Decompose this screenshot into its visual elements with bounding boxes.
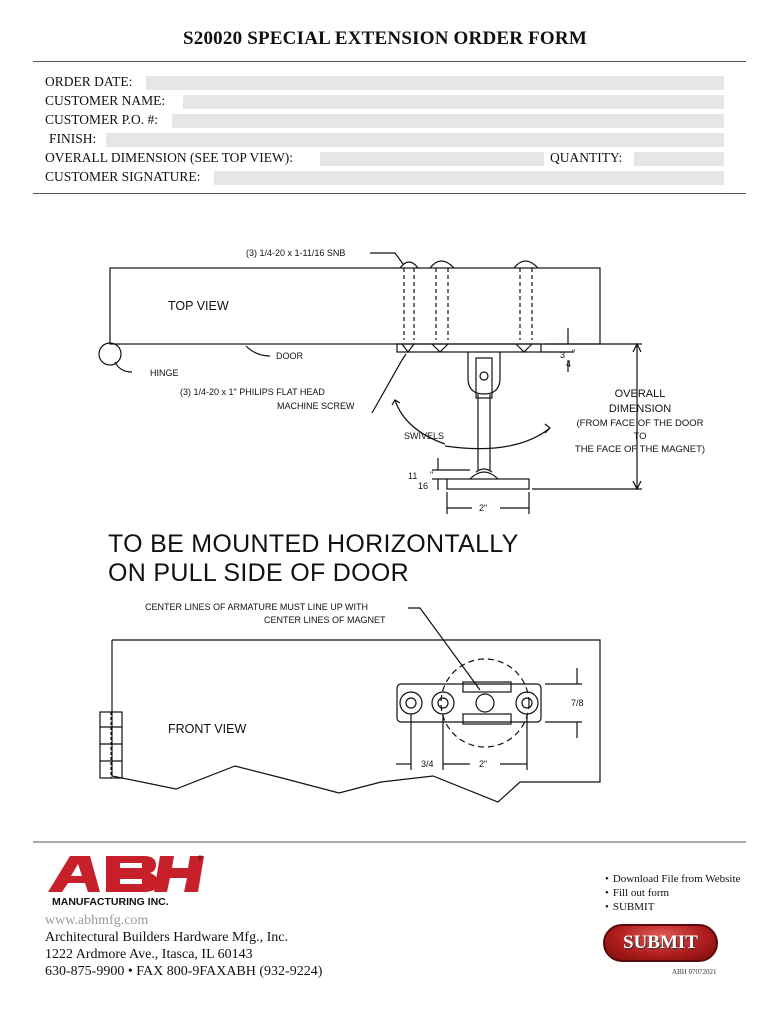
finish-label: FINISH: [49, 131, 97, 146]
screw-callout-1: (3) 1/4-20 x 1" PHILIPS FLAT HEAD [180, 387, 325, 397]
seven-eighths-label: 7/8 [571, 698, 584, 708]
bolt-1 [400, 262, 418, 340]
form-title: S20020 SPECIAL EXTENSION ORDER FORM [183, 28, 587, 49]
swivels-label: SWIVELS [404, 431, 445, 441]
submit-button[interactable]: SUBMIT [603, 924, 718, 962]
contact-info [45, 912, 322, 980]
hinge-circle [99, 343, 121, 365]
customer-name-label: CUSTOMER NAME: [45, 93, 166, 108]
two-inch-front-label: 2" [479, 759, 488, 769]
two-inch-label: 2" [479, 503, 488, 513]
website-link[interactable]: www.abhmfg.com [45, 913, 149, 928]
mounting-instruction [108, 530, 519, 588]
center-lines-label-1: CENTER LINES OF ARMATURE MUST LINE UP WITH [145, 602, 369, 612]
submit-steps [605, 872, 740, 914]
customer-po-label: CUSTOMER P.O. #: [45, 112, 159, 127]
bolt-2 [430, 261, 454, 340]
magnet [447, 479, 529, 489]
overall-label-5: THE FACE OF THE MAGNET) [574, 444, 706, 455]
three-quarter-inch: " [572, 348, 576, 358]
form-code: ABH 07072021 [672, 968, 717, 976]
step-item: • SUBMIT [605, 900, 740, 914]
step-item: • Fill out form [605, 886, 740, 900]
order-date-label: ORDER DATE: [45, 74, 133, 89]
company-address: 1222 Ardmore Ave., Itasca, IL 60143 [45, 947, 253, 962]
mount-line-2: ON PULL SIDE OF DOOR [108, 559, 409, 587]
bolt-3 [514, 261, 538, 340]
mount-line-1: TO BE MOUNTED HORIZONTALLY [108, 530, 519, 558]
center-lines-label-2: CENTER LINES OF MAGNET [264, 615, 386, 625]
hinge-label: HINGE [150, 368, 179, 378]
eleven-sixteenths-den: 16 [418, 481, 429, 491]
customer-signature-label: CUSTOMER SIGNATURE: [45, 169, 201, 184]
overall-label-2: DIMENSION [608, 403, 672, 415]
registered-mark: ® [198, 856, 203, 862]
eleven-sixteenths-num: 11 [408, 471, 418, 481]
abh-logo [48, 852, 208, 913]
step-item: • Download File from Website [605, 872, 740, 886]
overall-label-4: TO [633, 431, 647, 442]
three-fourths-label: 3/4 [421, 759, 434, 769]
snb-callout: (3) 1/4-20 x 1-11/16 SNB [246, 248, 346, 258]
door-label: DOOR [276, 351, 303, 361]
company-phone: 630-875-9900 • FAX 800-9FAXABH (932-9224) [45, 964, 323, 979]
front-view-label: FRONT VIEW [168, 722, 247, 736]
three-quarter-num: 3 [560, 350, 566, 360]
logo-subtext: MANUFACTURING INC. [52, 896, 169, 908]
screw-callout-2: MACHINE SCREW [277, 401, 355, 411]
armature-plate [397, 684, 541, 722]
overall-label-3: (FROM FACE OF THE DOOR [576, 418, 704, 429]
eleven-sixteenths-inch: " [430, 470, 434, 480]
three-quarter-den: 4 [566, 359, 572, 369]
company-name: Architectural Builders Hardware Mfg., Inc. [45, 930, 288, 945]
overall-dimension-label: OVERALL DIMENSION (SEE TOP VIEW): [45, 150, 293, 165]
top-view-label: TOP VIEW [168, 299, 229, 313]
overall-label-1: OVERALL [614, 388, 666, 400]
quantity-label: QUANTITY: [550, 150, 623, 165]
